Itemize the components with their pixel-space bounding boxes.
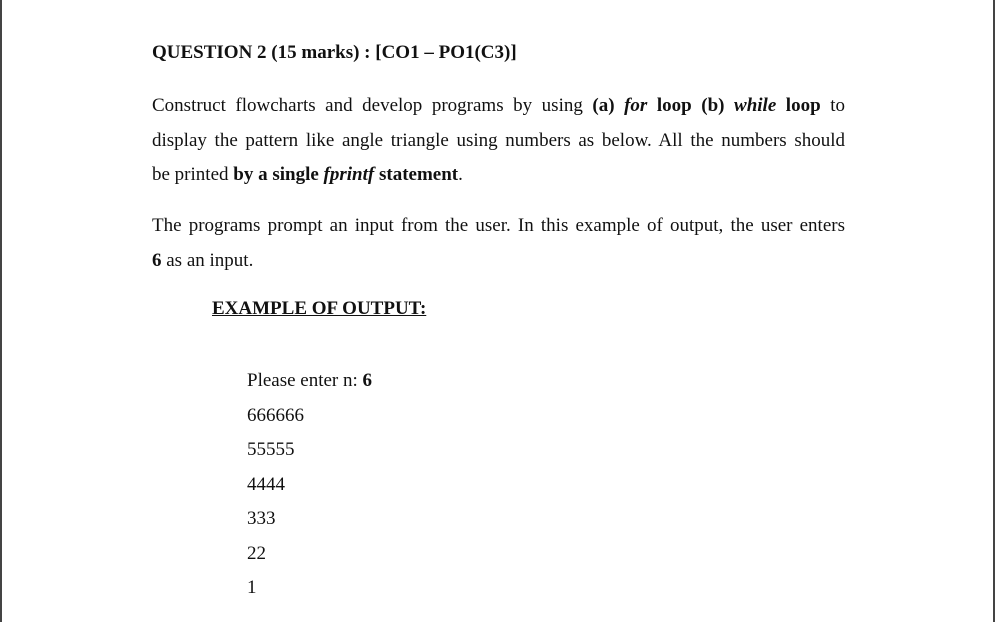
example-output-title: EXAMPLE OF OUTPUT:: [212, 298, 427, 319]
instructions-text: to: [820, 95, 845, 116]
user-input-value: 6: [362, 370, 373, 391]
option-b-label: (b): [701, 95, 735, 116]
input-description-text: as an input.: [161, 249, 254, 271]
output-line: 666666: [247, 404, 304, 426]
emphasis-text: statement: [374, 164, 459, 185]
output-line: 1: [247, 577, 257, 598]
input-description-paragraph: [152, 211, 845, 280]
input-description-line-2: [152, 246, 845, 281]
prompt-text: Please enter n:: [247, 370, 363, 391]
loop-word: loop: [647, 95, 692, 116]
instructions-paragraph: [152, 91, 845, 195]
option-a-label: (a): [592, 95, 625, 116]
input-number: 6: [152, 249, 162, 271]
instructions-line-2: display the pattern like angle triangle using numbers as below. All the numbers should: [152, 129, 845, 151]
fprintf-keyword: fprintf: [323, 164, 375, 185]
question-heading: QUESTION 2 (15 marks) : [CO1 – PO1(C3)]: [152, 42, 517, 63]
instructions-text: Construct flowcharts and develop programs by using: [152, 95, 593, 116]
emphasis-text: by a single: [233, 164, 324, 185]
instructions-text: be printed: [152, 164, 234, 185]
output-line: 4444: [247, 473, 285, 495]
output-line: 333: [247, 508, 276, 529]
while-keyword: while: [734, 95, 777, 116]
instructions-line-3: be printed by a single fprintf statement.: [152, 164, 463, 185]
output-line: 55555: [247, 439, 295, 460]
example-output-block: [247, 366, 372, 608]
instructions-line-1: [152, 91, 845, 126]
loop-word: loop: [776, 95, 821, 116]
output-line: 22: [247, 542, 266, 564]
for-keyword: for: [624, 95, 648, 116]
input-description-line-1: The programs prompt an input from the user. In this example of output, the user enters: [152, 215, 845, 236]
prompt-line: [247, 366, 372, 401]
